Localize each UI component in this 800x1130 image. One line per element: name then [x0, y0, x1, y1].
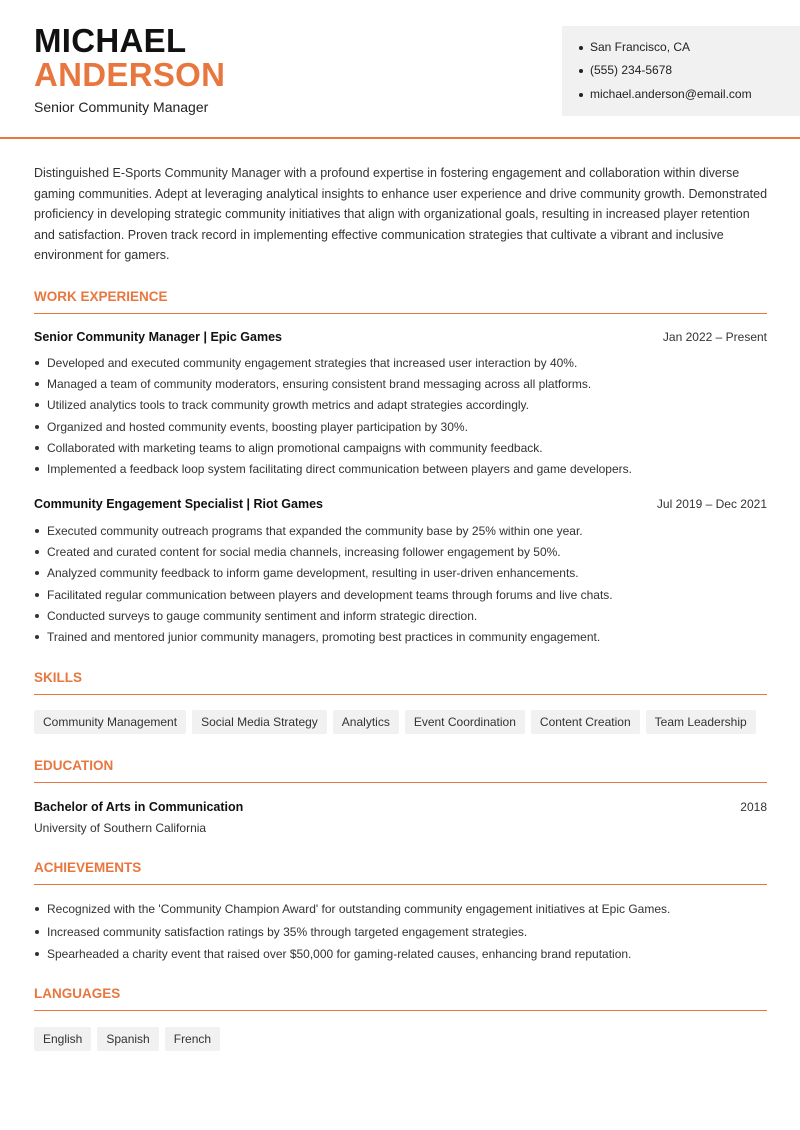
achievements-list	[34, 901, 767, 969]
section-title-languages: LANGUAGES	[34, 986, 767, 1011]
job-dates: Jan 2022 – Present	[662, 330, 767, 344]
job-header	[34, 330, 767, 348]
section-title-education: EDUCATION	[34, 758, 767, 783]
job-header	[34, 497, 767, 515]
section-title-achievements: ACHIEVEMENTS	[34, 860, 767, 885]
list-item: Trained and mentored junior community managers, promoting best practices in community engagement.	[34, 629, 767, 650]
skill-tag: Analytics	[333, 710, 399, 734]
contact-email[interactable]: michael.anderson@email.com	[579, 87, 752, 101]
skills-list	[34, 710, 756, 734]
list-item: Organized and hosted community events, boosting player participation by 30%.	[34, 419, 767, 440]
education-degree: Bachelor of Arts in Communication	[34, 800, 244, 814]
list-item: Facilitated regular communication between players and development teams through forums and live chats.	[34, 587, 767, 608]
list-item: Managed a team of community moderators, ensuring consistent brand messaging across all platforms.	[34, 376, 767, 397]
first-name: MICHAEL	[34, 22, 187, 59]
job-title: Senior Community Manager	[34, 99, 209, 115]
list-item: Increased community satisfaction ratings by 35% through targeted engagement strategies.	[34, 924, 767, 947]
list-item: Analyzed community feedback to inform game development, resulting in user-driven enhancements.	[34, 565, 767, 586]
job-bullets	[34, 523, 767, 650]
education-school: University of Southern California	[34, 821, 207, 835]
job-role: Senior Community Manager | Epic Games	[34, 330, 283, 344]
list-item: Collaborated with marketing teams to align promotional campaigns with community feedback.	[34, 440, 767, 461]
list-item: Created and curated content for social media channels, increasing follower engagement by 50%.	[34, 544, 767, 565]
list-item: Spearheaded a charity event that raised over $50,000 for gaming-related causes, enhancing brand reputation.	[34, 946, 767, 969]
language-tag: English	[34, 1027, 91, 1051]
section-title-work-experience: WORK EXPERIENCE	[34, 289, 767, 314]
language-tag: Spanish	[97, 1027, 158, 1051]
job-role: Community Engagement Specialist | Riot Games	[34, 497, 323, 511]
candidate-name	[34, 24, 225, 92]
skill-tag: Team Leadership	[646, 710, 756, 734]
job-dates: Jul 2019 – Dec 2021	[656, 497, 767, 511]
contact-location: San Francisco, CA	[579, 40, 690, 54]
list-item: Utilized analytics tools to track community growth metrics and adapt strategies accordingly.	[34, 397, 767, 418]
list-item: Executed community outreach programs that expanded the community base by 25% within one year.	[34, 523, 767, 544]
skill-tag: Community Management	[34, 710, 186, 734]
professional-summary: Distinguished E-Sports Community Manager with a profound expertise in fostering engagement and collaboration within diverse gaming communities. Adept at leveraging analytical insights to enhance user experience and drive community growth. Demonstrated proficiency in developing strategic community initiatives that align with organizational goals, resulting in increased player retention and satisfaction. Proven track record in implementing effective communication strategies that cultivate a vibrant and inclusive environment for gamers.	[34, 166, 768, 262]
list-item: Implemented a feedback loop system facilitating direct communication between players and game developers.	[34, 461, 767, 482]
last-name: ANDERSON	[34, 56, 226, 93]
resume-header	[0, 0, 800, 139]
contact-phone: (555) 234-5678	[579, 63, 672, 77]
skill-tag: Event Coordination	[405, 710, 525, 734]
languages-list	[34, 1027, 220, 1051]
list-item: Conducted surveys to gauge community sentiment and inform strategic direction.	[34, 608, 767, 629]
education-year: 2018	[740, 800, 767, 814]
section-title-skills: SKILLS	[34, 670, 767, 695]
list-item: Recognized with the 'Community Champion Award' for outstanding community engagement initiatives at Epic Games.	[34, 901, 767, 924]
skill-tag: Social Media Strategy	[192, 710, 327, 734]
contact-box	[562, 26, 800, 116]
skill-tag: Content Creation	[531, 710, 640, 734]
language-tag: French	[165, 1027, 220, 1051]
list-item: Developed and executed community engagement strategies that increased user interaction by 40%.	[34, 355, 767, 376]
job-bullets	[34, 355, 767, 482]
